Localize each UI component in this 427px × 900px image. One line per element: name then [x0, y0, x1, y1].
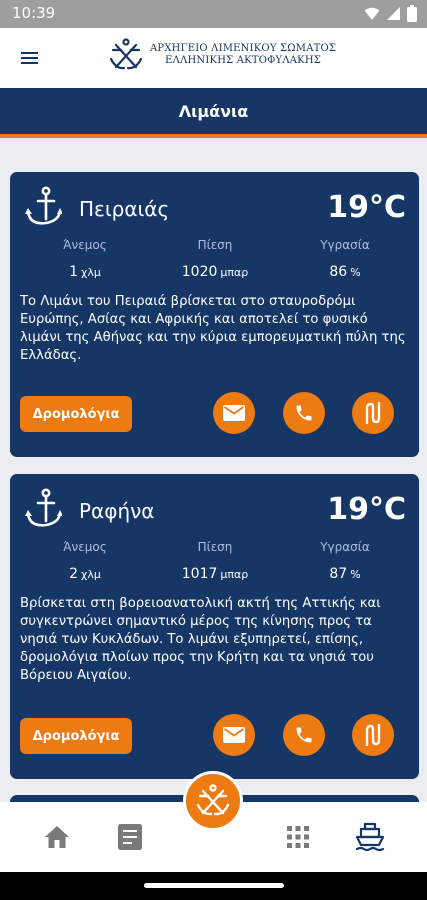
wind-value: 1	[69, 264, 79, 280]
port-card-piraeus	[10, 172, 419, 457]
phone-button[interactable]	[283, 392, 325, 434]
gesture-handle[interactable]	[144, 883, 284, 888]
wind-label: Άνεμος	[63, 540, 107, 554]
nav-home[interactable]	[42, 822, 72, 852]
pressure-value: 1017	[181, 566, 218, 582]
pressure-unit: μπαρ	[220, 568, 249, 581]
title-bar	[0, 88, 427, 138]
pressure-value: 1020	[181, 264, 218, 280]
email-icon	[223, 727, 245, 743]
wind-stat	[20, 540, 150, 582]
schedule-button[interactable]: Δρομολόγια	[20, 718, 132, 754]
route-icon	[363, 402, 383, 424]
weather-stats	[20, 540, 410, 596]
port-name: Ραφήνα	[79, 499, 155, 523]
port-temperature: 19°C	[327, 190, 406, 225]
humidity-unit: %	[350, 568, 361, 581]
page-title: Λιμάνια	[178, 101, 249, 121]
pressure-unit: μπαρ	[220, 266, 249, 279]
crossed-anchors-icon	[108, 37, 144, 73]
email-icon	[223, 405, 245, 421]
email-button[interactable]	[213, 714, 255, 756]
status-bar	[0, 0, 427, 28]
weather-stats	[20, 238, 410, 294]
humidity-value: 86	[329, 264, 348, 280]
pressure-stat	[150, 238, 280, 280]
coast-guard-fab[interactable]	[183, 771, 243, 831]
phone-button[interactable]	[283, 714, 325, 756]
wind-unit: χλμ	[81, 266, 101, 279]
humidity-unit: %	[350, 266, 361, 279]
wifi-icon	[364, 7, 380, 21]
nav-ports[interactable]	[355, 822, 385, 852]
humidity-value: 87	[329, 566, 348, 582]
logo-line-2: ΕΛΛΗΝΙΚΗΣ ΑΚΤΟΦΥΛΑΚΗΣ	[165, 55, 322, 66]
pressure-label: Πίεση	[197, 540, 233, 554]
nav-news[interactable]	[115, 822, 145, 852]
humidity-label: Υγρασία	[320, 238, 370, 252]
anchor-icon	[24, 488, 62, 530]
battery-icon	[407, 5, 417, 22]
route-icon	[363, 724, 383, 746]
email-button[interactable]	[213, 392, 255, 434]
coast-guard-logo	[108, 37, 336, 73]
ports-list[interactable]	[0, 142, 427, 802]
status-time: 10:39	[12, 4, 56, 22]
directions-button[interactable]	[352, 714, 394, 756]
wind-label: Άνεμος	[63, 238, 107, 252]
port-name: Πειραιάς	[79, 197, 170, 221]
port-temperature: 19°C	[327, 492, 406, 527]
menu-button[interactable]	[20, 48, 40, 68]
humidity-stat	[280, 540, 410, 582]
directions-button[interactable]	[352, 392, 394, 434]
signal-icon	[386, 6, 401, 21]
home-icon	[44, 825, 70, 849]
system-gesture-bar	[0, 872, 427, 900]
logo-line-1: ΑΡΧΗΓΕΙΟ ΛΙΜΕΝΙΚΟΥ ΣΩΜΑΤΟΣ	[150, 43, 337, 54]
anchor-icon	[24, 186, 62, 228]
humidity-label: Υγρασία	[320, 540, 370, 554]
crossed-anchors-icon	[195, 783, 231, 819]
port-description: Βρίσκεται στη βορειοανατολική ακτή της Αττικής και συγκεντρώνει σημαντικό μέρος της κίνησης προς τα νησιά των Κυκλάδων. Το λιμάνι εξυπηρετεί, επίσης, δρομολόγια πλοίων προς την Κρήτη και τα νησιά του Βόρειου Αιγαίου.	[20, 596, 381, 683]
status-icons	[364, 5, 417, 22]
grid-icon	[287, 826, 309, 848]
port-description: Το Λιμάνι του Πειραιά βρίσκεται στο σταυροδρόμι Ευρώπης, Ασίας και Αφρικής και αποτελεί το φυσικό λιμάνι της Αθήνας και την κύρια εμπορευματική πύλη της Ελλάδας.	[20, 294, 406, 363]
document-icon	[118, 824, 142, 850]
wind-stat	[20, 238, 150, 280]
menu-icon	[20, 48, 40, 68]
phone-icon	[294, 403, 314, 423]
wind-value: 2	[69, 566, 79, 582]
app-header	[0, 28, 427, 88]
nav-services[interactable]	[283, 822, 313, 852]
humidity-stat	[280, 238, 410, 280]
phone-icon	[294, 725, 314, 745]
pressure-stat	[150, 540, 280, 582]
pressure-label: Πίεση	[197, 238, 233, 252]
wind-unit: χλμ	[81, 568, 101, 581]
ship-icon	[355, 822, 385, 852]
schedule-button[interactable]: Δρομολόγια	[20, 396, 132, 432]
port-card-rafina	[10, 474, 419, 779]
